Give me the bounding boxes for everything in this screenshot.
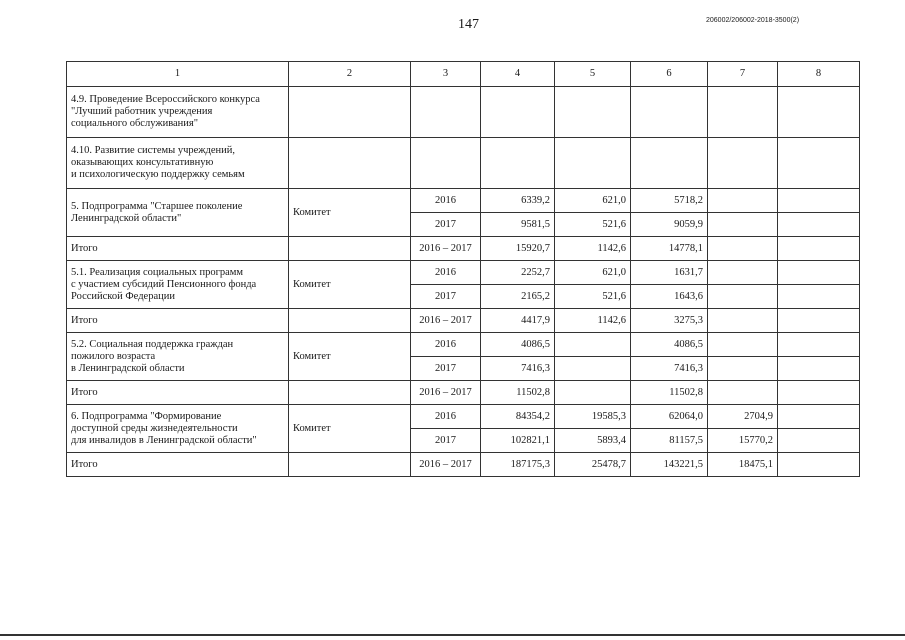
value-cell: 81157,5 xyxy=(631,429,708,453)
executor: Комитет xyxy=(289,333,411,381)
value-cell xyxy=(708,357,778,381)
col-header: 6 xyxy=(631,62,708,87)
value-cell xyxy=(778,213,860,237)
executor: Комитет xyxy=(289,405,411,453)
value-cell: 621,0 xyxy=(555,261,631,285)
value-cell xyxy=(555,333,631,357)
total-row xyxy=(67,453,860,477)
value-cell: 6339,2 xyxy=(481,189,555,213)
value-cell: 4417,9 xyxy=(481,309,555,333)
total-row xyxy=(67,381,860,405)
value-cell: 5718,2 xyxy=(631,189,708,213)
value-cell xyxy=(708,237,778,261)
period: 2016 – 2017 xyxy=(411,237,481,261)
value-cell xyxy=(555,357,631,381)
year: 2016 xyxy=(411,333,481,357)
total-label: Итого xyxy=(67,237,289,261)
value-cell xyxy=(708,261,778,285)
col-header: 1 xyxy=(67,62,289,87)
value-cell xyxy=(778,405,860,429)
table-row xyxy=(67,333,860,357)
value-cell: 11502,8 xyxy=(631,381,708,405)
value-cell: 15770,2 xyxy=(708,429,778,453)
table-row xyxy=(67,87,860,138)
value-cell xyxy=(778,381,860,405)
total-label: Итого xyxy=(67,309,289,333)
value-cell: 19585,3 xyxy=(555,405,631,429)
col-header: 3 xyxy=(411,62,481,87)
value-cell: 25478,7 xyxy=(555,453,631,477)
value-cell: 84354,2 xyxy=(481,405,555,429)
executor: Комитет xyxy=(289,189,411,237)
activity-name: 5. Подпрограмма "Старшее поколение Ленинградской области" xyxy=(67,189,289,237)
value-cell: 11502,8 xyxy=(481,381,555,405)
total-label: Итого xyxy=(67,381,289,405)
table-row xyxy=(67,189,860,213)
executor: Комитет xyxy=(289,261,411,309)
value-cell: 2252,7 xyxy=(481,261,555,285)
col-header: 5 xyxy=(555,62,631,87)
year: 2016 xyxy=(411,405,481,429)
value-cell: 102821,1 xyxy=(481,429,555,453)
value-cell: 7416,3 xyxy=(631,357,708,381)
value-cell xyxy=(778,357,860,381)
col-header: 7 xyxy=(708,62,778,87)
year: 2016 xyxy=(411,261,481,285)
period: 2016 – 2017 xyxy=(411,309,481,333)
value-cell: 1643,6 xyxy=(631,285,708,309)
period: 2016 – 2017 xyxy=(411,381,481,405)
value-cell xyxy=(708,285,778,309)
value-cell xyxy=(708,381,778,405)
value-cell: 9581,5 xyxy=(481,213,555,237)
value-cell xyxy=(708,213,778,237)
value-cell xyxy=(708,189,778,213)
year: 2017 xyxy=(411,213,481,237)
year: 2017 xyxy=(411,357,481,381)
value-cell xyxy=(778,429,860,453)
col-header: 4 xyxy=(481,62,555,87)
total-row xyxy=(67,237,860,261)
value-cell xyxy=(778,261,860,285)
value-cell xyxy=(778,309,860,333)
value-cell: 521,6 xyxy=(555,285,631,309)
value-cell: 3275,3 xyxy=(631,309,708,333)
value-cell: 1631,7 xyxy=(631,261,708,285)
value-cell: 7416,3 xyxy=(481,357,555,381)
activity-name: 6. Подпрограмма "Формирование доступной среды жизнедеятельности для инвалидов в Ленинградской области" xyxy=(67,405,289,453)
value-cell xyxy=(778,285,860,309)
value-cell xyxy=(708,333,778,357)
value-cell xyxy=(778,189,860,213)
year: 2016 xyxy=(411,189,481,213)
page-number: 147 xyxy=(458,17,479,32)
table-row xyxy=(67,138,860,189)
total-label: Итого xyxy=(67,453,289,477)
value-cell xyxy=(555,381,631,405)
activity-name: 5.1. Реализация социальных программ с участием субсидий Пенсионного фонда Российской Федерации xyxy=(67,261,289,309)
col-header: 8 xyxy=(778,62,860,87)
value-cell: 9059,9 xyxy=(631,213,708,237)
value-cell: 621,0 xyxy=(555,189,631,213)
year: 2017 xyxy=(411,429,481,453)
value-cell: 15920,7 xyxy=(481,237,555,261)
page-edge-line xyxy=(0,634,905,636)
value-cell xyxy=(778,453,860,477)
value-cell: 143221,5 xyxy=(631,453,708,477)
value-cell xyxy=(778,333,860,357)
table-row xyxy=(67,261,860,285)
value-cell: 1142,6 xyxy=(555,309,631,333)
budget-table xyxy=(66,61,860,477)
value-cell: 2704,9 xyxy=(708,405,778,429)
document-id: 206002/206002-2018-3500(2) xyxy=(706,17,800,24)
activity-name: 4.9. Проведение Всероссийского конкурса "Лучший работник учреждения социального обслуживания" xyxy=(67,87,289,138)
value-cell: 4086,5 xyxy=(631,333,708,357)
period: 2016 – 2017 xyxy=(411,453,481,477)
header-row xyxy=(67,62,860,87)
activity-name: 5.2. Социальная поддержка граждан пожилого возраста в Ленинградской области xyxy=(67,333,289,381)
value-cell: 62064,0 xyxy=(631,405,708,429)
value-cell: 4086,5 xyxy=(481,333,555,357)
year: 2017 xyxy=(411,285,481,309)
col-header: 2 xyxy=(289,62,411,87)
value-cell: 521,6 xyxy=(555,213,631,237)
value-cell: 1142,6 xyxy=(555,237,631,261)
value-cell xyxy=(708,309,778,333)
value-cell: 2165,2 xyxy=(481,285,555,309)
table-row xyxy=(67,405,860,429)
value-cell xyxy=(778,237,860,261)
value-cell: 5893,4 xyxy=(555,429,631,453)
value-cell: 14778,1 xyxy=(631,237,708,261)
value-cell: 18475,1 xyxy=(708,453,778,477)
value-cell: 187175,3 xyxy=(481,453,555,477)
total-row xyxy=(67,309,860,333)
activity-name: 4.10. Развитие системы учреждений, оказывающих консультативную и психологическую поддержку семьям xyxy=(67,138,289,189)
